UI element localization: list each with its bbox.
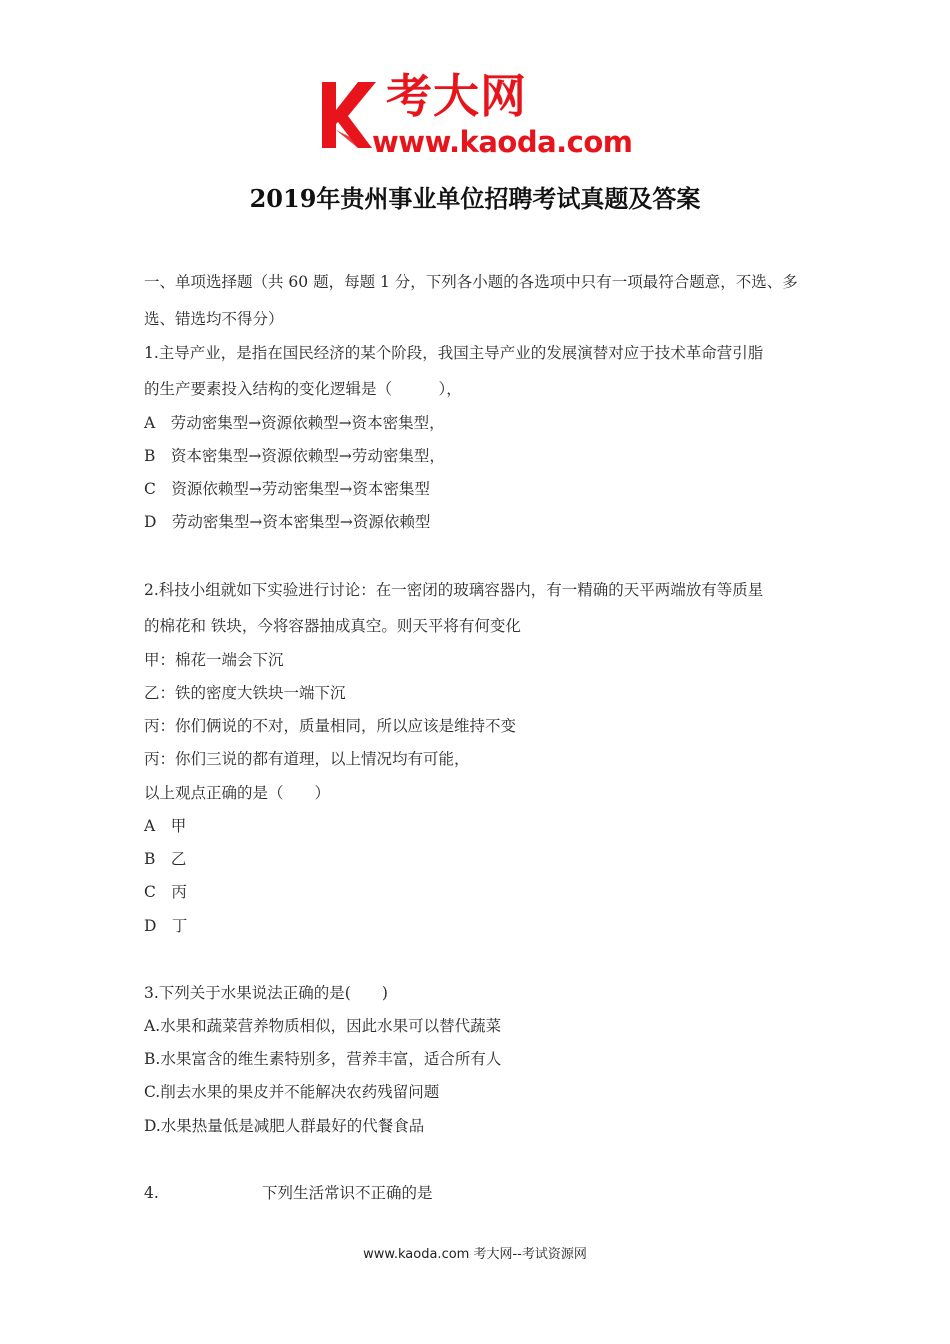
q2-question: 以上观点正确的是（ ）	[144, 784, 331, 802]
q2-option-c: C 丙	[144, 883, 187, 901]
q4-number: 4.	[144, 1184, 159, 1202]
q2-option-b: B 乙	[144, 850, 187, 868]
q4-stem: 下列生活常识不正确的是	[262, 1184, 433, 1202]
q2-statement-yi: 乙：铁的密度大铁块一端下沉	[144, 684, 346, 702]
q1-option-d: D 劳动密集型→资本密集型→资源依赖型	[144, 513, 431, 531]
q2-statement-bing-2: 丙：你们三说的都有道理，以上情况均有可能，	[144, 750, 470, 768]
kaoda-logo	[318, 69, 648, 164]
q3-option-a: A.水果和蔬菜营养物质相似，因此水果可以替代蔬菜	[144, 1017, 502, 1035]
logo-url: www.kaoda.com	[372, 125, 633, 159]
section-header-line-1: 一、单项选择题（共 60 题，每题 1 分，下列各小题的各选项中只有一项最符合题意，不选、多	[144, 273, 798, 291]
q1-option-a: A 劳动密集型→资源依赖型→资本密集型，	[144, 414, 445, 432]
q1-stem-line-2: 的生产要素投入结构的变化逻辑是（ ），	[144, 380, 462, 398]
page-footer: www.kaoda.com 考大网--考试资源网	[363, 1247, 587, 1262]
q3-option-d: D.水果热量低是减肥人群最好的代餐食品	[144, 1117, 425, 1135]
q3-option-b: B.水果富含的维生素特别多，营养丰富，适合所有人	[144, 1050, 502, 1068]
k-logo-icon	[318, 78, 380, 152]
q2-statement-bing-1: 丙：你们俩说的不对，质量相同，所以应该是维持不变	[144, 717, 517, 735]
q1-stem-line-1: 1.主导产业，是指在国民经济的某个阶段，我国主导产业的发展演替对应于技术革命营引脂	[144, 344, 764, 362]
q2-stem-line-1: 2.科技小组就如下实验进行讨论：在一密闭的玻璃容器内，有一精确的天平两端放有等质星	[144, 581, 764, 599]
q2-statement-jia: 甲：棉花一端会下沉	[144, 651, 284, 669]
section-header-line-2: 选、错选均不得分）	[144, 310, 284, 328]
q3-option-c: C.削去水果的果皮并不能解决农药残留问题	[144, 1083, 440, 1101]
logo-chinese-name: 考大网	[386, 69, 527, 123]
q2-option-d: D 丁	[144, 917, 188, 935]
q1-option-b: B 资本密集型→资源依赖型→劳动密集型，	[144, 447, 445, 465]
q1-option-c: C 资源依赖型→劳动密集型→资本密集型	[144, 480, 430, 498]
q2-stem-line-2: 的棉花和 铁块，今将容器抽成真空。则天平将有何变化	[144, 617, 521, 635]
q2-option-a: A 甲	[144, 817, 187, 835]
page-title: 2019年贵州事业单位招聘考试真题及答案	[249, 184, 701, 213]
q3-stem: 3.下列关于水果说法正确的是( )	[144, 984, 388, 1002]
